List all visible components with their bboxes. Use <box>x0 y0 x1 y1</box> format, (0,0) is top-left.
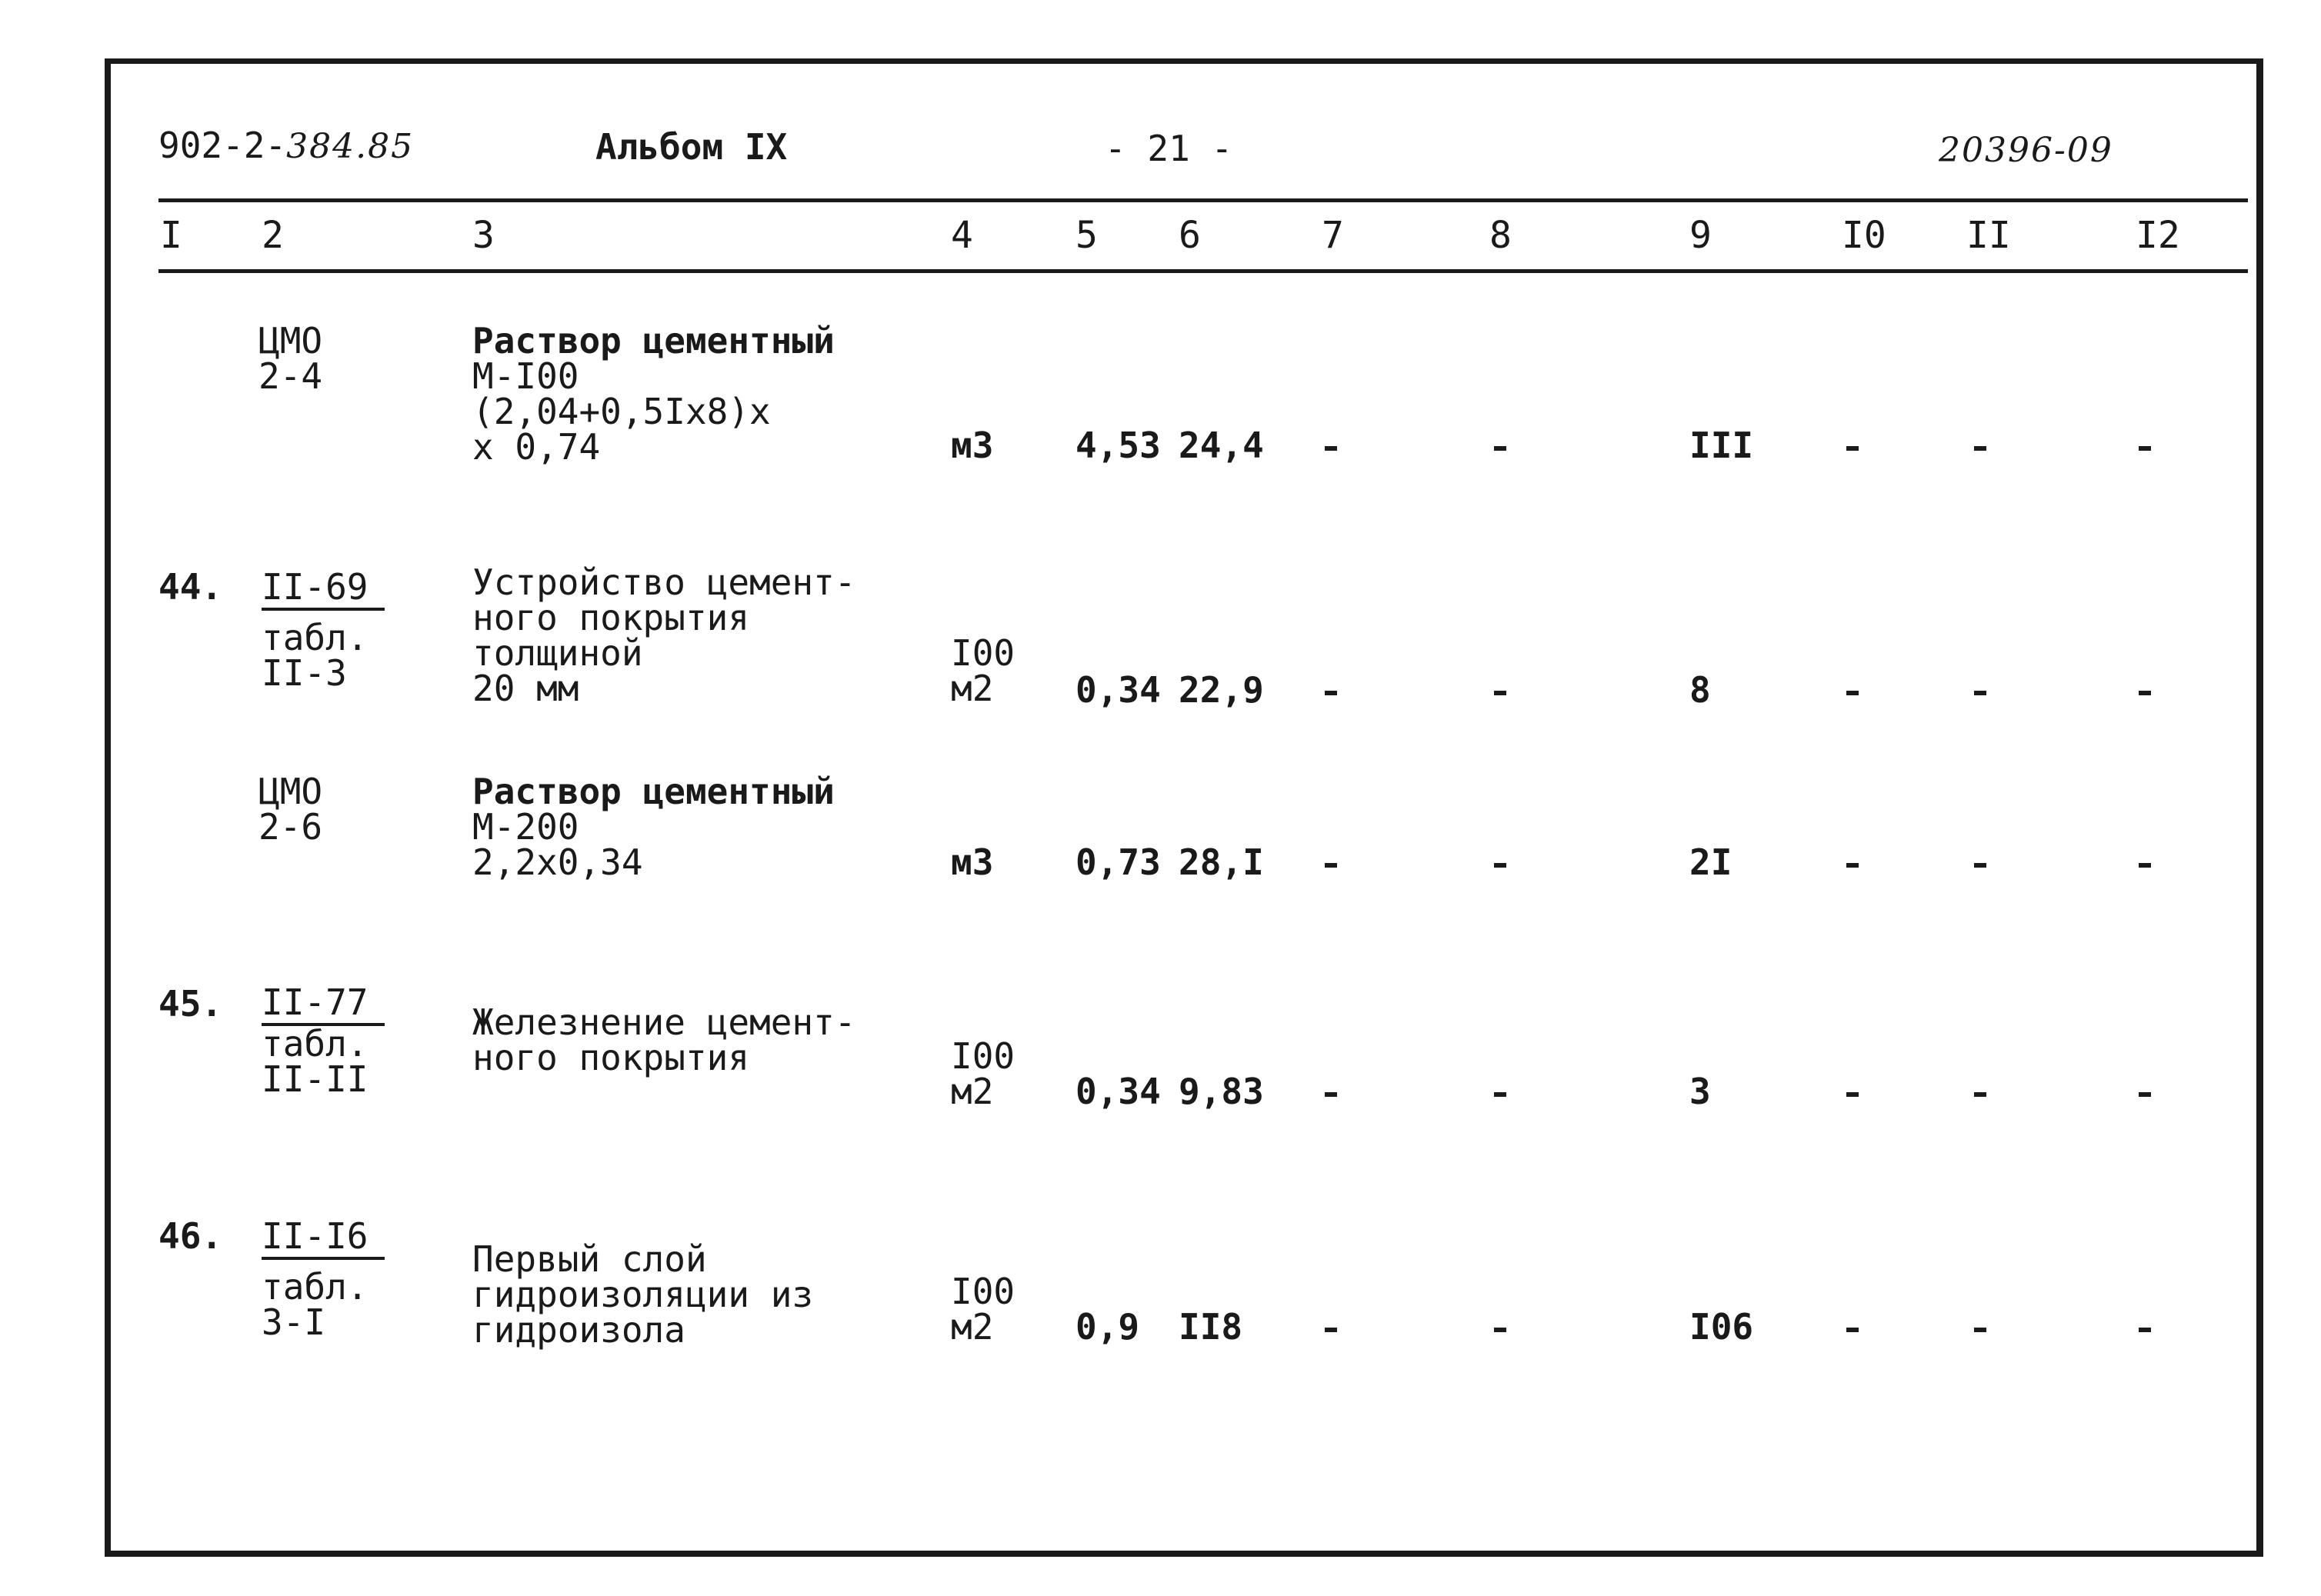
col-4: 4 <box>951 214 973 257</box>
col-7: 7 <box>1322 214 1344 257</box>
col-10: I0 <box>1842 214 1886 257</box>
col-5: 5 <box>1075 214 1098 257</box>
row2-c7-dash <box>1325 691 1337 695</box>
row1-c12-dash <box>2139 446 2151 451</box>
row1-c5: 4,53 <box>1075 425 1161 466</box>
row2-ref: II-69 табл. II-3 <box>262 569 385 691</box>
row5-c8-dash <box>1494 1328 1506 1332</box>
row3-c7-dash <box>1325 863 1337 868</box>
header-rule-top <box>158 198 2248 202</box>
row5-c9: I06 <box>1689 1306 1754 1348</box>
col-8: 8 <box>1489 214 1512 257</box>
row4-unit: I00 м2 <box>951 1035 1015 1112</box>
row1-c8-dash <box>1494 446 1506 451</box>
doc-code <box>158 125 415 166</box>
col-11: II <box>1966 214 2011 257</box>
doc-number: 20396-09 <box>1939 131 2113 170</box>
col-9: 9 <box>1689 214 1712 257</box>
col-2: 2 <box>262 214 284 257</box>
row4-c8-dash <box>1494 1092 1506 1097</box>
row5-desc: Первый слой гидроизоляции из гидроизола <box>472 1238 814 1351</box>
row2-unit: I00 м2 <box>951 632 1015 709</box>
row3-ref: ЦМО 2-6 <box>258 771 323 848</box>
row4-num: 45. <box>158 983 223 1025</box>
header-rule-bottom <box>158 269 2248 273</box>
row5-c7-dash <box>1325 1328 1337 1332</box>
doc-code-handwritten: 384.85 <box>286 127 415 166</box>
row1-unit: м3 <box>951 425 994 466</box>
album-title: Альбом IX <box>595 126 788 168</box>
row3-c8-dash <box>1494 863 1506 868</box>
doc-code-prefix: 902-2- <box>158 125 287 166</box>
row1-ref: ЦМО 2-4 <box>258 320 323 397</box>
row1-c9: III <box>1689 425 1754 466</box>
col-1: I <box>160 214 182 257</box>
row4-ref: II-77 табл. II-II <box>262 985 385 1097</box>
row3-c6: 28,I <box>1179 841 1264 883</box>
page-number: - 21 - <box>1105 128 1233 169</box>
row3-desc: Раствор цементный М-200 2,2x0,34 <box>472 771 835 883</box>
row2-c10-dash <box>1846 691 1859 695</box>
row3-unit: м3 <box>951 841 994 883</box>
row3-c5: 0,73 <box>1075 841 1161 883</box>
row4-c9: 3 <box>1689 1071 1711 1112</box>
row3-c11-dash <box>1974 863 1986 868</box>
row2-num: 44. <box>158 566 223 608</box>
row4-c5: 0,34 <box>1075 1071 1161 1112</box>
row2-c12-dash <box>2139 691 2151 695</box>
row1-c10-dash <box>1846 446 1859 451</box>
row3-c10-dash <box>1846 863 1859 868</box>
col-12: I2 <box>2136 214 2180 257</box>
row4-c10-dash <box>1846 1092 1859 1097</box>
row5-ref: II-I6 табл. 3-I <box>262 1218 385 1340</box>
row2-c9: 8 <box>1689 669 1711 711</box>
row4-c7-dash <box>1325 1092 1337 1097</box>
row2-c6: 22,9 <box>1179 669 1264 711</box>
row2-c11-dash <box>1974 691 1986 695</box>
row5-c12-dash <box>2139 1328 2151 1332</box>
row2-desc: Устройство цемент- ного покрытия толщиной 20 мм <box>472 561 856 709</box>
col-6: 6 <box>1179 214 1201 257</box>
row5-unit: I00 м2 <box>951 1271 1015 1348</box>
row4-c6: 9,83 <box>1179 1071 1264 1112</box>
row5-c10-dash <box>1846 1328 1859 1332</box>
row5-c6: II8 <box>1179 1306 1243 1348</box>
row1-c6: 24,4 <box>1179 425 1264 466</box>
row1-desc: Раствор цементный М-I00 (2,04+0,5Ix8)x x 0,74 <box>472 320 835 468</box>
row4-c12-dash <box>2139 1092 2151 1097</box>
row1-c11-dash <box>1974 446 1986 451</box>
row5-num: 46. <box>158 1215 223 1257</box>
row3-c9: 2I <box>1689 841 1732 883</box>
row3-c12-dash <box>2139 863 2151 868</box>
row1-c7-dash <box>1325 446 1337 451</box>
col-3: 3 <box>472 214 495 257</box>
row4-c11-dash <box>1974 1092 1986 1097</box>
row2-c5: 0,34 <box>1075 669 1161 711</box>
row5-c11-dash <box>1974 1328 1986 1332</box>
row2-c8-dash <box>1494 691 1506 695</box>
row5-c5: 0,9 <box>1075 1306 1140 1348</box>
row4-desc: Железнение цемент- ного покрытия <box>472 1001 856 1078</box>
